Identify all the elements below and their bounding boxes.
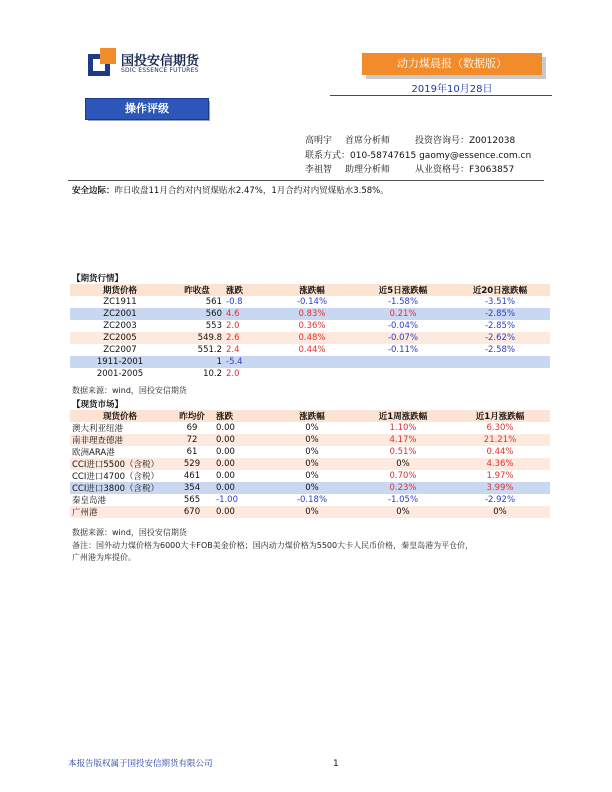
spot-col-price: 现货价格 <box>70 410 170 422</box>
analyst-2-role: 助理分析师 <box>345 165 391 175</box>
futures-cell: 1 <box>170 356 224 368</box>
spot-cell: 0.70% <box>389 471 417 481</box>
table-row <box>70 494 550 506</box>
futures-cell: ZC2007 <box>103 345 137 355</box>
table-row <box>70 470 550 482</box>
table-row <box>70 332 550 344</box>
spot-cell: 澳大利亚纽港 <box>72 424 124 434</box>
futures-cell: -0.14% <box>296 297 328 307</box>
futures-cell <box>356 356 450 368</box>
futures-cell: -2.58% <box>484 345 516 355</box>
futures-cell: -0.11% <box>387 345 419 355</box>
futures-cell: 549.8 <box>170 332 224 344</box>
futures-cell: 2.4 <box>226 345 240 355</box>
spot-note-line1: 备注：国外动力煤价格为6000大卡FOB美金价格；国内动力煤价格为5500大卡人民币价格，秦皇岛港为平仓价， <box>72 541 474 550</box>
table-row <box>70 482 550 494</box>
analyst-contact: 联系方式：010-58747615 gaomy@essence.com.cn <box>305 151 532 161</box>
logo-name-cn: 国投安信期货 <box>121 54 200 69</box>
futures-cell: -2.62% <box>450 332 550 344</box>
spot-cell: 670 <box>170 506 214 518</box>
spot-cell: -2.92% <box>484 495 516 505</box>
futures-cell: 560 <box>170 308 224 320</box>
operation-rating-label: 操作评级 <box>85 98 209 120</box>
spot-cell: 72 <box>170 434 214 446</box>
table-row <box>70 422 550 434</box>
spot-col-pct: 涨跌幅 <box>268 410 356 422</box>
report-title: 动力煤晨报（数据版） <box>362 53 542 75</box>
spot-cell: 354 <box>170 482 214 494</box>
spot-cell: 0.00 <box>214 434 268 446</box>
futures-table <box>70 284 550 380</box>
company-logo <box>88 48 218 82</box>
spot-cell: 0.00 <box>214 458 268 470</box>
futures-cell: 2.0 <box>226 321 240 331</box>
spot-cell: 4.36% <box>450 458 550 470</box>
futures-cell: 551.2 <box>197 345 222 355</box>
table-row <box>70 506 550 518</box>
logo-name-en: SDIC ESSENCE FUTURES <box>121 67 199 74</box>
spot-cell: 0.23% <box>356 482 450 494</box>
table-row <box>70 458 550 470</box>
futures-cell: ZC2005 <box>70 332 170 344</box>
spot-cell: -0.18% <box>296 495 328 505</box>
spot-col-avg: 昨均价 <box>170 410 214 422</box>
analyst-2-name: 李祖智 <box>305 165 333 175</box>
futures-cell: ZC1911 <box>103 297 137 307</box>
spot-cell: CCI进口3800（含税） <box>70 482 170 494</box>
futures-cell: 1911-2001 <box>70 356 170 368</box>
futures-cell: ZC2001 <box>70 308 170 320</box>
spot-cell: 3.99% <box>450 482 550 494</box>
analyst-2-cert: 从业资格号：F3063857 <box>415 165 515 175</box>
logo-mark-icon <box>88 48 116 76</box>
futures-section-title: 【期货行情】 <box>72 274 124 284</box>
futures-cell: 0.44% <box>298 345 326 355</box>
spot-cell: 0.44% <box>486 447 514 457</box>
table-row <box>70 446 550 458</box>
spot-cell: 广州港 <box>70 506 170 518</box>
spot-cell: 0% <box>305 423 319 433</box>
table-row <box>70 308 550 320</box>
futures-cell <box>450 356 550 368</box>
analyst-1-name: 高明宇 <box>305 136 333 146</box>
futures-cell: 0.36% <box>298 321 326 331</box>
futures-cell: -0.07% <box>356 332 450 344</box>
table-row <box>70 368 550 380</box>
page-number: 1 <box>333 759 339 769</box>
futures-cell: -0.8 <box>226 297 243 307</box>
spot-cell: 0.00 <box>216 423 235 433</box>
spot-cell: 1.97% <box>486 471 514 481</box>
spot-cell: 6.30% <box>486 423 514 433</box>
table-row <box>70 356 550 368</box>
spot-cell: -1.05% <box>387 495 419 505</box>
futures-col-pct: 涨跌幅 <box>268 284 356 296</box>
futures-col-5d: 近5日涨跌幅 <box>356 284 450 296</box>
futures-header-row <box>70 284 550 296</box>
futures-cell: -5.4 <box>224 356 268 368</box>
futures-cell: 4.6 <box>224 308 268 320</box>
spot-cell: 秦皇岛港 <box>72 496 107 506</box>
spot-cell: 4.17% <box>356 434 450 446</box>
analyst-1-role: 首席分析师 <box>345 136 391 146</box>
futures-cell: 2.6 <box>224 332 268 344</box>
futures-cell: -2.85% <box>484 321 516 331</box>
futures-col-change: 涨跌 <box>224 284 268 296</box>
futures-col-20d: 近20日涨跌幅 <box>450 284 550 296</box>
table-row <box>70 434 550 446</box>
futures-cell: 2.0 <box>226 369 240 379</box>
futures-cell: ZC2003 <box>103 321 137 331</box>
futures-cell <box>356 368 450 380</box>
spot-cell: 0% <box>268 458 356 470</box>
header-divider <box>68 180 544 181</box>
futures-cell: -2.85% <box>450 308 550 320</box>
spot-cell: 461 <box>183 471 201 481</box>
date-divider <box>330 95 552 96</box>
table-row <box>70 344 550 356</box>
spot-col-1m: 近1月涨跌幅 <box>450 410 550 422</box>
spot-cell: 0% <box>356 506 450 518</box>
spot-cell: -1.00 <box>216 495 238 505</box>
spot-cell: 0% <box>268 482 356 494</box>
spot-cell: 69 <box>186 423 198 433</box>
spot-cell: 0.00 <box>216 447 235 457</box>
spot-cell: 0.00 <box>214 482 268 494</box>
futures-cell <box>268 356 356 368</box>
futures-cell: -1.58% <box>387 297 419 307</box>
futures-cell: 0.48% <box>268 332 356 344</box>
spot-cell: 565 <box>183 495 201 505</box>
safety-margin-label: 安全边际： <box>72 186 115 196</box>
spot-cell: 欧洲ARA港 <box>72 448 115 458</box>
futures-cell: -3.51% <box>484 297 516 307</box>
spot-cell: CCI进口4700（含税） <box>72 472 160 482</box>
table-row <box>70 320 550 332</box>
spot-cell: 0% <box>268 506 356 518</box>
spot-cell: 21.21% <box>450 434 550 446</box>
spot-header-row <box>70 410 550 422</box>
spot-cell: 0% <box>305 447 319 457</box>
futures-cell: 0.21% <box>356 308 450 320</box>
spot-cell: 0.00 <box>216 471 235 481</box>
spot-section-title: 【现货市场】 <box>72 400 124 410</box>
futures-cell: 0.83% <box>268 308 356 320</box>
spot-col-change: 涨跌 <box>214 410 268 422</box>
spot-cell: 0% <box>450 506 550 518</box>
futures-source: 数据来源：wind，国投安信期货 <box>72 386 187 395</box>
spot-table <box>70 410 550 518</box>
footer-copyright: 本报告版权属于国投安信期货有限公司 <box>68 759 213 769</box>
futures-cell: 2001-2005 <box>96 369 144 379</box>
spot-cell: CCI进口5500（含税） <box>70 458 170 470</box>
safety-margin <box>72 184 389 196</box>
futures-col-price: 期货价格 <box>70 284 170 296</box>
spot-cell: 61 <box>186 447 198 457</box>
spot-cell: 0% <box>305 471 319 481</box>
spot-cell: 529 <box>170 458 214 470</box>
spot-cell: 0% <box>268 434 356 446</box>
spot-source: 数据来源：wind，国投安信期货 <box>72 528 187 537</box>
futures-cell: -0.04% <box>387 321 419 331</box>
futures-cell: 10.2 <box>203 369 222 379</box>
futures-cell: 561 <box>205 297 222 307</box>
report-date: 2019年10月28日 <box>411 84 493 95</box>
spot-cell: 0% <box>356 458 450 470</box>
spot-note-line2: 广州港为库提价。 <box>72 553 136 562</box>
spot-col-1w: 近1周涨跌幅 <box>356 410 450 422</box>
futures-cell: 553 <box>205 321 222 331</box>
spot-cell: 0.51% <box>389 447 417 457</box>
analyst-1-cert: 投资咨询号：Z0012038 <box>415 136 516 146</box>
spot-cell: 1.10% <box>389 423 417 433</box>
futures-cell <box>450 368 550 380</box>
futures-col-close: 昨收盘 <box>170 284 224 296</box>
safety-margin-text: 昨日收盘11月合约对内贸煤贴水2.47%，1月合约对内贸煤贴水3.58%。 <box>114 186 389 196</box>
spot-cell: 0.00 <box>214 506 268 518</box>
futures-cell <box>268 368 356 380</box>
spot-cell: 南非理查德港 <box>70 434 170 446</box>
table-row <box>70 296 550 308</box>
